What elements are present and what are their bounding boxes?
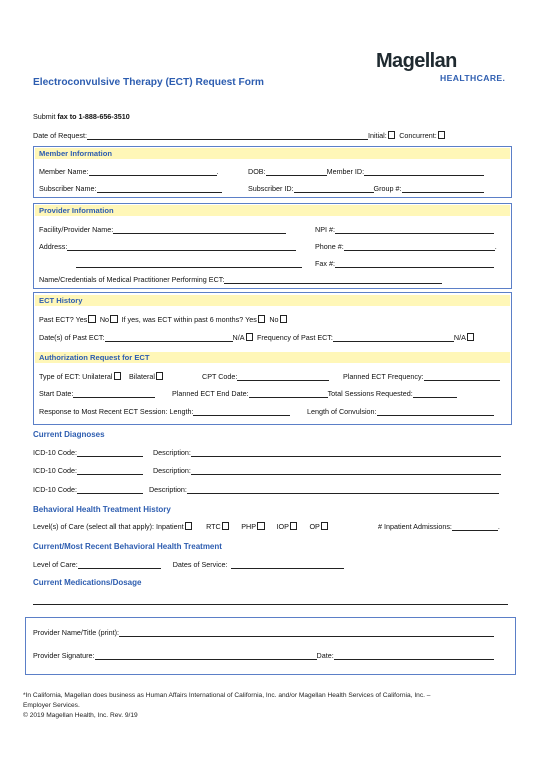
credentials-label: Name/Credentials of Medical Practitioner Performing ECT: — [39, 275, 225, 284]
subscriber-name-field[interactable] — [97, 184, 222, 193]
npi-label: NPI #: — [315, 225, 335, 234]
levels-row — [33, 522, 330, 531]
dates-na-label: N/A — [232, 333, 245, 342]
member-row-2 — [39, 184, 222, 193]
past-ect-label: Past ECT? Yes — [39, 315, 88, 324]
end-row — [172, 389, 457, 398]
provider-heading: Provider Information — [35, 205, 510, 216]
iop-checkbox[interactable] — [290, 522, 298, 530]
authorization-heading: Authorization Request for ECT — [35, 352, 510, 363]
subscriber-id-field[interactable] — [294, 184, 374, 193]
planned-frequency-row — [343, 372, 500, 381]
address-row — [39, 242, 296, 251]
admissions-field[interactable] — [452, 522, 498, 531]
credentials-row — [39, 275, 442, 284]
member-name-field[interactable] — [89, 167, 217, 176]
sessions-field[interactable] — [413, 389, 457, 398]
icd-field[interactable] — [77, 448, 143, 457]
within-6-months-label: If yes, was ECT within past 6 months? Yes — [121, 315, 257, 324]
page-title: Electroconvulsive Therapy (ECT) Request Form — [33, 77, 264, 88]
npi-field[interactable] — [335, 225, 494, 234]
provider-signature-field[interactable] — [95, 651, 317, 660]
inpatient-checkbox[interactable] — [185, 522, 193, 530]
description-field[interactable] — [191, 466, 501, 475]
member-dob — [248, 167, 484, 176]
concurrent-checkbox[interactable] — [438, 131, 446, 139]
signature-date-label: Date: — [316, 651, 334, 660]
initial-label: Initial: — [367, 131, 387, 140]
start-date-field[interactable] — [73, 389, 155, 398]
fax-field[interactable] — [335, 259, 494, 268]
description-field[interactable] — [191, 448, 501, 457]
diagnosis-row — [33, 448, 501, 457]
provider-name-row — [33, 628, 494, 637]
diagnosis-row — [33, 485, 499, 494]
member-id-label: Member ID: — [326, 167, 365, 176]
frequency-label: Frequency of Past ECT: — [257, 333, 333, 342]
member-id-field[interactable] — [364, 167, 484, 176]
provider-name-field[interactable] — [119, 628, 494, 637]
admissions-label: # Inpatient Admissions: — [378, 522, 452, 531]
convulsion-field[interactable] — [377, 407, 494, 416]
start-row — [39, 389, 155, 398]
date-of-request-label: Date of Request: — [33, 131, 87, 140]
provider-signature-row — [33, 651, 494, 660]
dob-field[interactable] — [266, 167, 327, 176]
dob-label: DOB: — [248, 167, 266, 176]
signature-section — [25, 617, 516, 675]
past-ect-no-checkbox[interactable] — [110, 315, 118, 323]
diagnoses-heading: Current Diagnoses — [33, 430, 105, 439]
member-name-label: Member Name: — [39, 167, 89, 176]
submit-instructions — [33, 112, 130, 121]
php-checkbox[interactable] — [257, 522, 265, 530]
phone-row: Phone #: . — [315, 242, 497, 251]
icd-label: ICD-10 Code: — [33, 448, 77, 457]
levels-label: Level(s) of Care (select all that apply): Inpatient — [33, 522, 184, 531]
response-length-field[interactable] — [193, 407, 290, 416]
fax-label: Fax #: — [315, 259, 335, 268]
address-label: Address: — [39, 242, 68, 251]
end-date-field[interactable] — [249, 389, 328, 398]
icd-label: ICD-10 Code: — [33, 485, 77, 494]
type-row — [39, 372, 165, 381]
description-label: Description: — [152, 466, 191, 475]
cpt-field[interactable] — [237, 372, 329, 381]
icd-label: ICD-10 Code: — [33, 466, 77, 475]
planned-frequency-label: Planned ECT Frequency: — [343, 372, 424, 381]
initial-checkbox[interactable] — [388, 131, 396, 139]
icd-field[interactable] — [77, 485, 143, 494]
convulsion-row — [307, 407, 494, 416]
provider-name-label: Provider Name/Title (print): — [33, 628, 120, 637]
unilateral-checkbox[interactable] — [114, 372, 122, 380]
rtc-checkbox[interactable] — [222, 522, 230, 530]
group-label: Group #: — [373, 184, 402, 193]
fax-row — [315, 259, 494, 268]
medications-field[interactable] — [33, 604, 508, 605]
dates-of-service-field[interactable] — [231, 560, 344, 569]
diagnosis-row — [33, 466, 501, 475]
dates-of-service-label: Dates of Service: — [172, 560, 228, 569]
logo-tagline: HEALTHCARE. — [440, 73, 506, 83]
subscriber-id — [248, 184, 484, 193]
provider-signature-label: Provider Signature: — [33, 651, 95, 660]
admissions-row: # Inpatient Admissions: . — [378, 522, 500, 531]
response-label: Response to Most Recent ECT Session: Length: — [39, 407, 194, 416]
frequency-na-checkbox[interactable] — [467, 333, 475, 341]
past-ect-yes-checkbox[interactable] — [88, 315, 96, 323]
past-ect-dates-row — [39, 333, 476, 342]
phone-field[interactable] — [344, 242, 495, 251]
npi-row — [315, 225, 494, 234]
end-date-label: Planned ECT End Date: — [172, 389, 249, 398]
concurrent-label: Concurrent: — [399, 131, 437, 140]
within-no-checkbox[interactable] — [280, 315, 288, 323]
dates-na-checkbox[interactable] — [246, 333, 254, 341]
facility-label: Facility/Provider Name: — [39, 225, 114, 234]
bilateral-checkbox[interactable] — [156, 372, 164, 380]
description-field[interactable] — [187, 485, 499, 494]
php-label: PHP — [241, 522, 257, 531]
level-of-care-row — [33, 560, 344, 569]
facility-row — [39, 225, 286, 234]
level-of-care-field[interactable] — [78, 560, 161, 569]
request-line — [33, 131, 447, 140]
convulsion-label: Length of Convulsion: — [307, 407, 377, 416]
member-row-1: Member Name: . — [39, 167, 219, 176]
credentials-field[interactable] — [224, 275, 442, 284]
recent-bh-heading: Current/Most Recent Behavioral Health Treatment — [33, 542, 222, 551]
iop-label: IOP — [276, 522, 289, 531]
frequency-field[interactable] — [333, 333, 454, 342]
date-of-request-field[interactable] — [87, 131, 368, 140]
within-no-label: No — [269, 315, 279, 324]
start-date-label: Start Date: — [39, 389, 74, 398]
member-heading: Member Information — [35, 148, 510, 159]
past-ect-dates-label: Date(s) of Past ECT: — [39, 333, 105, 342]
submit-fax: fax to 1-888-656-3510 — [57, 112, 130, 121]
address-line-2[interactable] — [76, 267, 302, 268]
level-of-care-label: Level of Care: — [33, 560, 78, 569]
subscriber-name-label: Subscriber Name: — [39, 184, 97, 193]
bilateral-label: Bilateral — [129, 372, 155, 381]
description-label: Description: — [152, 448, 191, 457]
footer-line-1: *In California, Magellan does business as Human Affairs International of California, Inc. and/or Magellan Health Services of California, Inc. – — [23, 692, 431, 699]
past-ect-row — [39, 315, 289, 324]
planned-frequency-field[interactable] — [424, 372, 500, 381]
logo-wordmark: Magellan — [376, 50, 457, 72]
medications-heading: Current Medications/Dosage — [33, 578, 142, 587]
facility-field[interactable] — [113, 225, 286, 234]
footer-line-2: Employer Services. — [23, 702, 80, 709]
frequency-na-label: N/A — [453, 333, 466, 342]
rtc-label: RTC — [206, 522, 221, 531]
address-field[interactable] — [67, 242, 296, 251]
op-checkbox[interactable] — [321, 522, 329, 530]
group-field[interactable] — [402, 184, 484, 193]
phone-label: Phone #: — [315, 242, 344, 251]
type-label: Type of ECT: Unilateral — [39, 372, 113, 381]
ect-history-heading: ECT History — [35, 295, 510, 306]
footer-copyright: © 2019 Magellan Health, Inc. Rev. 9/19 — [23, 712, 138, 719]
signature-date-field[interactable] — [334, 651, 494, 660]
icd-field[interactable] — [77, 466, 143, 475]
description-label: Description: — [148, 485, 187, 494]
submit-prefix: Submit — [33, 112, 58, 121]
subscriber-id-label: Subscriber ID: — [248, 184, 294, 193]
past-ect-dates-field[interactable] — [105, 333, 233, 342]
bh-history-heading: Behavioral Health Treatment History — [33, 505, 171, 514]
cpt-row — [202, 372, 329, 381]
sessions-label: Total Sessions Requested: — [327, 389, 413, 398]
within-yes-checkbox[interactable] — [258, 315, 266, 323]
op-label: OP — [309, 522, 320, 531]
past-ect-no-label: No — [99, 315, 110, 324]
response-row — [39, 407, 290, 416]
cpt-label: CPT Code: — [202, 372, 238, 381]
